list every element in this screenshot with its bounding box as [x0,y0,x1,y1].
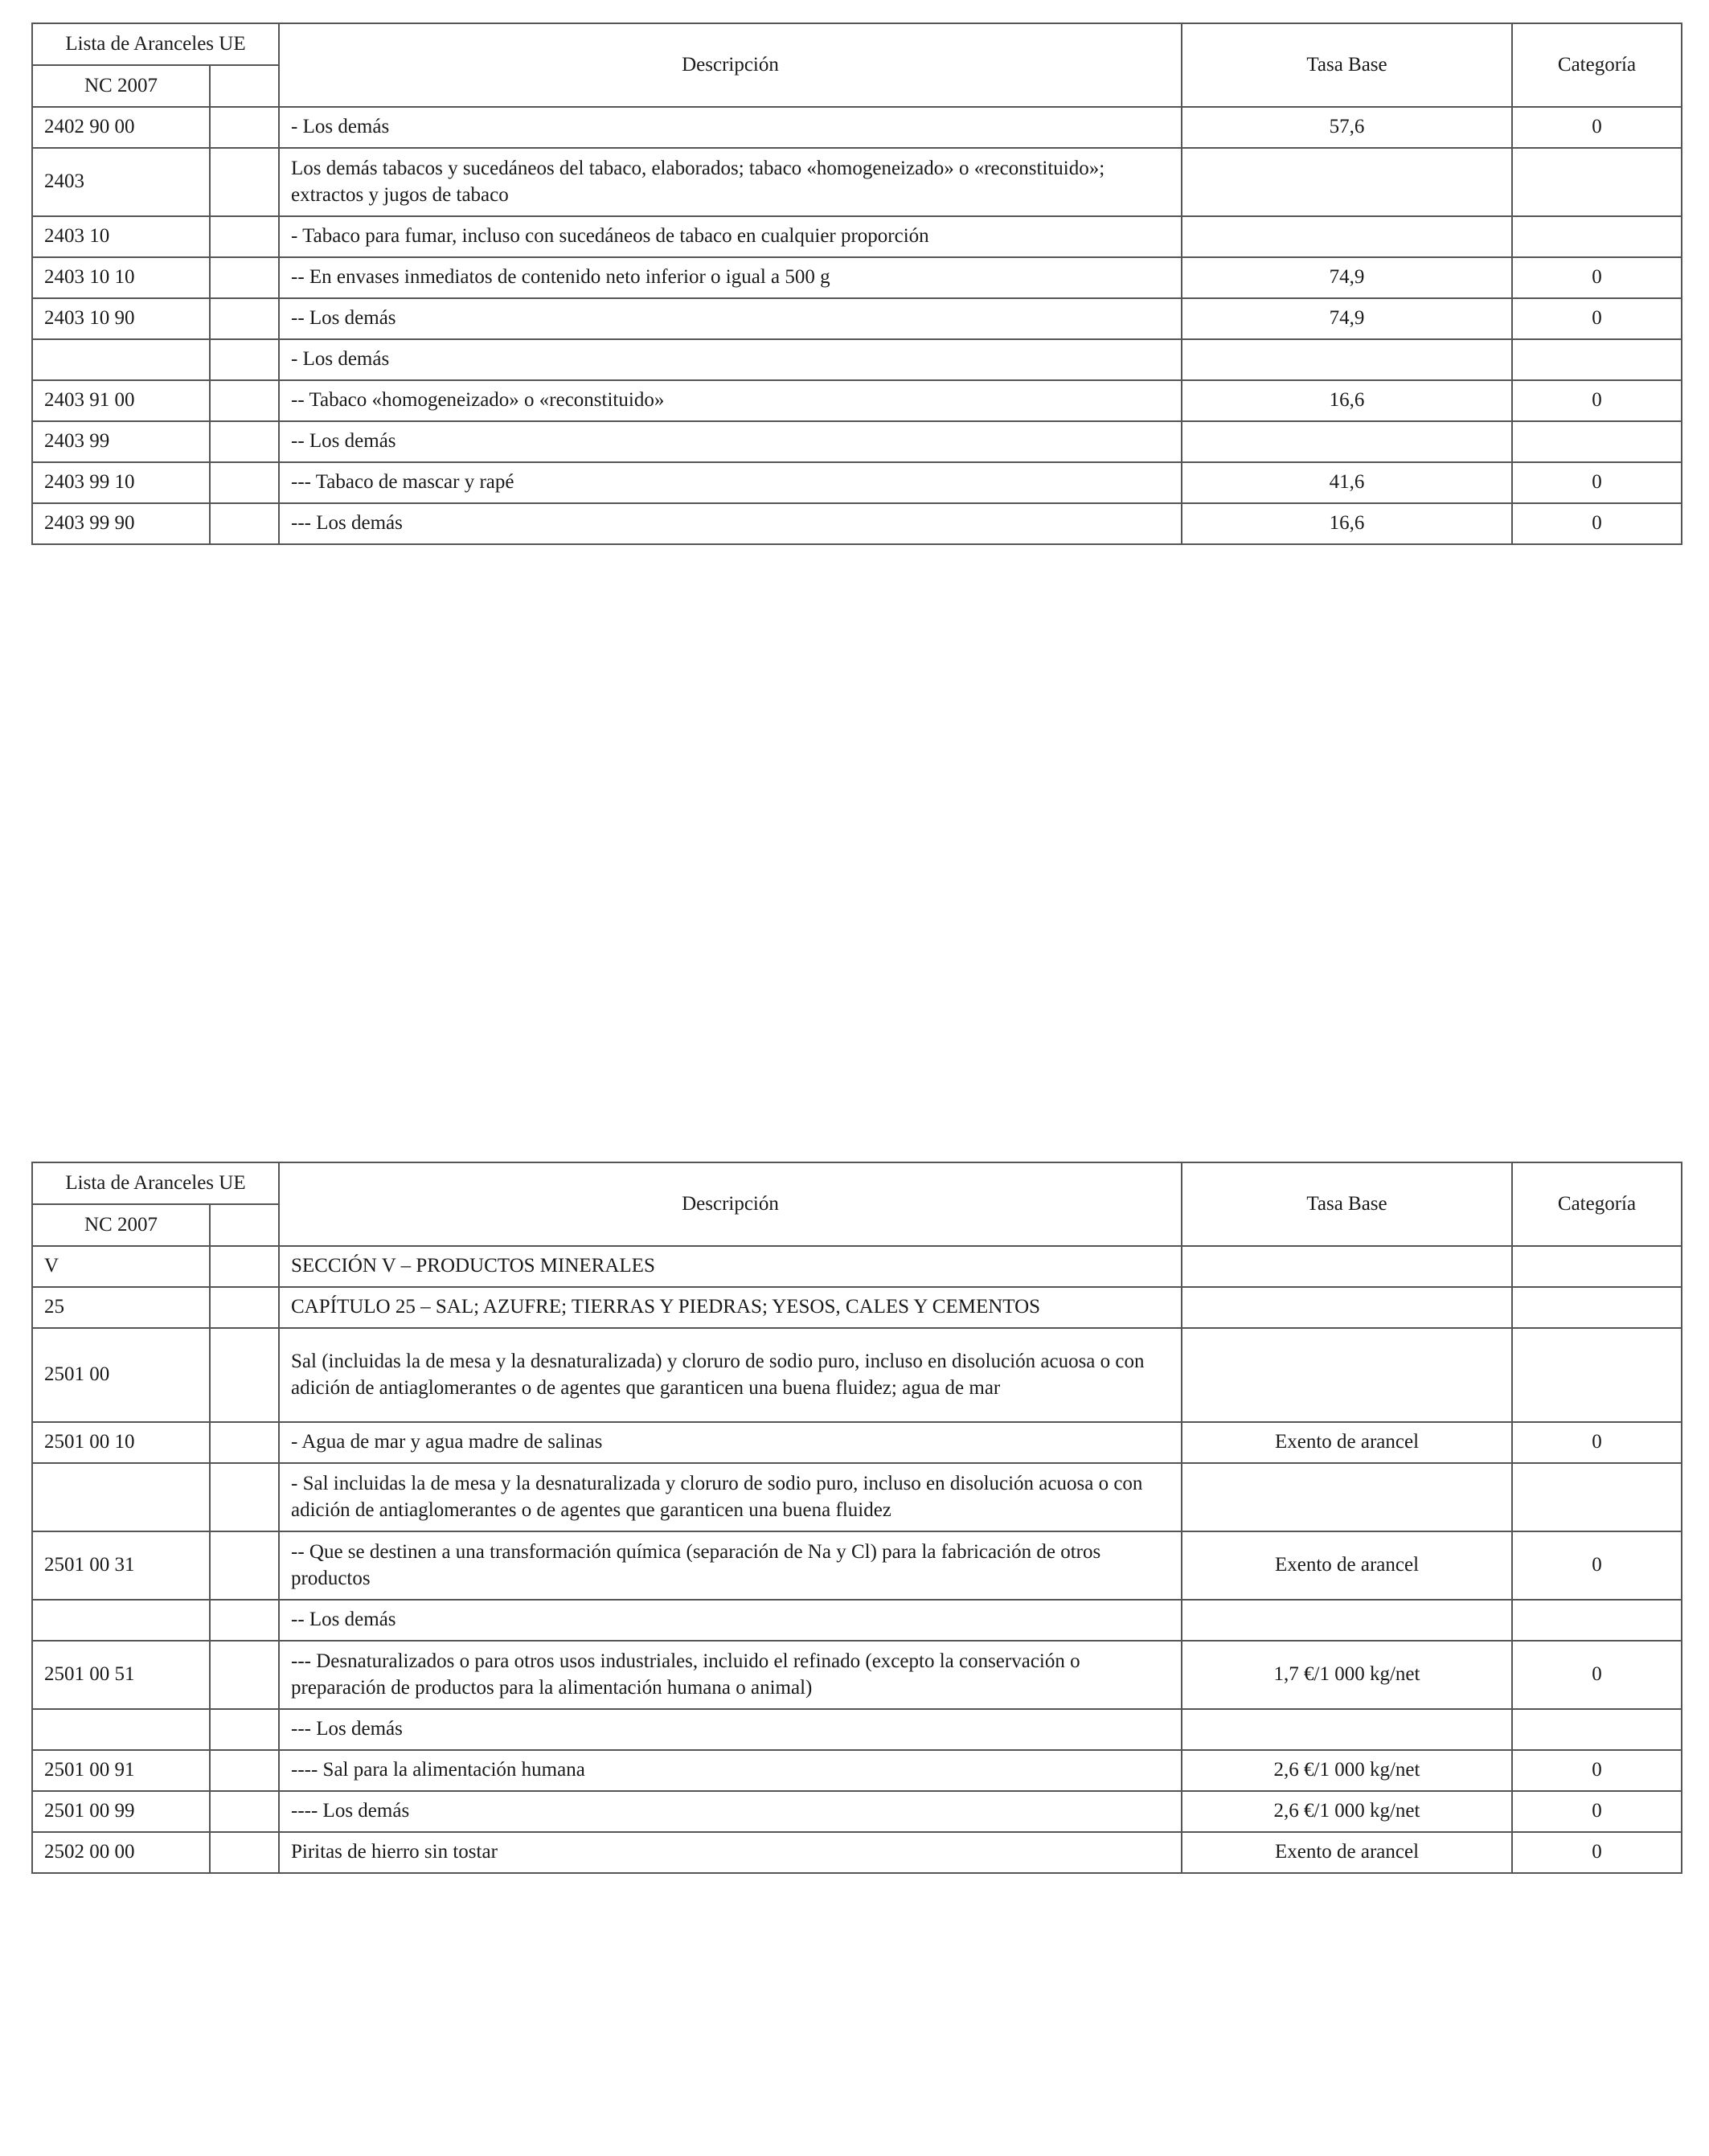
category-cell [1512,1709,1682,1750]
code-cell: 2502 00 00 [32,1832,210,1873]
header-blank-cell [210,1204,279,1246]
table-row [32,380,1682,421]
header-categoria: Categoría [1512,23,1682,107]
table-row [32,107,1682,148]
rate-cell [1182,1328,1512,1422]
rate-cell [1182,1709,1512,1750]
rate-cell: 1,7 €/1 000 kg/net [1182,1641,1512,1709]
header-descripcion: Descripción [279,1162,1182,1246]
blank-cell [210,1463,279,1531]
description-cell: Piritas de hierro sin tostar [279,1832,1182,1873]
category-cell [1512,339,1682,380]
description-cell: --- Desnaturalizados o para otros usos industriales, incluido el refinado (excepto la conservación o preparación de productos para la alimentación humana o animal) [279,1641,1182,1709]
category-cell [1512,148,1682,216]
category-cell [1512,421,1682,462]
table-row [32,1422,1682,1463]
description-cell: - Los demás [279,339,1182,380]
table-row [32,1641,1682,1709]
blank-cell [210,462,279,503]
rate-cell: Exento de arancel [1182,1832,1512,1873]
rate-cell [1182,216,1512,257]
table-row [32,462,1682,503]
category-cell: 0 [1512,107,1682,148]
code-cell: 25 [32,1287,210,1328]
blank-cell [210,298,279,339]
blank-cell [210,421,279,462]
code-cell: 2501 00 [32,1328,210,1422]
rate-cell: 16,6 [1182,503,1512,544]
rate-cell: Exento de arancel [1182,1531,1512,1600]
table-row [32,1709,1682,1750]
rate-cell [1182,339,1512,380]
header-lista-aranceles: Lista de Aranceles UE [32,1162,279,1204]
header-row [32,23,1682,65]
category-cell: 0 [1512,257,1682,298]
blank-cell [210,1422,279,1463]
blank-cell [210,1832,279,1873]
code-cell: 2501 00 51 [32,1641,210,1709]
description-cell: -- Los demás [279,298,1182,339]
code-cell: 2403 10 [32,216,210,257]
code-cell: 2501 00 10 [32,1422,210,1463]
rate-cell [1182,1287,1512,1328]
blank-cell [210,380,279,421]
category-cell: 0 [1512,462,1682,503]
category-cell: 0 [1512,1641,1682,1709]
code-cell: 2403 91 00 [32,380,210,421]
table-row [32,1287,1682,1328]
description-cell: ---- Los demás [279,1791,1182,1832]
category-cell [1512,1600,1682,1641]
code-cell: 2501 00 31 [32,1531,210,1600]
table-row [32,1750,1682,1791]
description-cell: - Tabaco para fumar, incluso con sucedáneos de tabaco en cualquier proporción [279,216,1182,257]
header-descripcion: Descripción [279,23,1182,107]
code-cell [32,339,210,380]
table-row [32,1531,1682,1600]
table-row [32,1791,1682,1832]
header-nc-2007: NC 2007 [32,1204,210,1246]
blank-cell [210,1791,279,1832]
description-cell: --- Tabaco de mascar y rapé [279,462,1182,503]
category-cell: 0 [1512,1531,1682,1600]
description-cell: -- Los demás [279,421,1182,462]
header-lista-aranceles: Lista de Aranceles UE [32,23,279,65]
rate-cell: 57,6 [1182,107,1512,148]
category-cell [1512,1328,1682,1422]
code-cell: 2403 10 90 [32,298,210,339]
table-row [32,1463,1682,1531]
rate-cell [1182,1246,1512,1287]
blank-cell [210,1750,279,1791]
blank-cell [210,1287,279,1328]
description-cell: SECCIÓN V – PRODUCTOS MINERALES [279,1246,1182,1287]
rate-cell: 2,6 €/1 000 kg/net [1182,1791,1512,1832]
code-cell: 2403 99 10 [32,462,210,503]
table-row [32,421,1682,462]
code-cell [32,1463,210,1531]
blank-cell [210,1641,279,1709]
code-cell [32,1600,210,1641]
category-cell [1512,1246,1682,1287]
description-cell: - Los demás [279,107,1182,148]
rate-cell [1182,148,1512,216]
table-row [32,503,1682,544]
blank-cell [210,1246,279,1287]
header-row [32,1162,1682,1204]
category-cell: 0 [1512,380,1682,421]
table-row [32,216,1682,257]
table-row [32,298,1682,339]
category-cell [1512,216,1682,257]
rate-cell: 2,6 €/1 000 kg/net [1182,1750,1512,1791]
table-row [32,339,1682,380]
blank-cell [210,1531,279,1600]
description-cell: Sal (incluidas la de mesa y la desnaturalizada) y cloruro de sodio puro, incluso en disolución acuosa o con adición de antiaglomerantes o de agentes que garanticen una buena fluidez; agua de mar [279,1328,1182,1422]
category-cell: 0 [1512,298,1682,339]
description-cell: CAPÍTULO 25 – SAL; AZUFRE; TIERRAS Y PIEDRAS; YESOS, CALES Y CEMENTOS [279,1287,1182,1328]
blank-cell [210,1709,279,1750]
code-cell: 2501 00 99 [32,1791,210,1832]
description-cell: --- Los demás [279,1709,1182,1750]
description-cell: -- Tabaco «homogeneizado» o «reconstituido» [279,380,1182,421]
code-cell: 2501 00 91 [32,1750,210,1791]
blank-cell [210,257,279,298]
blank-cell [210,503,279,544]
category-cell [1512,1287,1682,1328]
category-cell: 0 [1512,1750,1682,1791]
rate-cell: 74,9 [1182,257,1512,298]
header-tasa-base: Tasa Base [1182,23,1512,107]
description-cell: Los demás tabacos y sucedáneos del tabaco, elaborados; tabaco «homogeneizado» o «reconstituido»; extractos y jugos de tabaco [279,148,1182,216]
code-cell: 2403 99 [32,421,210,462]
table-row [32,1600,1682,1641]
code-cell: 2402 90 00 [32,107,210,148]
rate-cell [1182,1463,1512,1531]
tariff-table-tobacco [31,23,1682,545]
code-cell: 2403 [32,148,210,216]
description-cell: ---- Sal para la alimentación humana [279,1750,1182,1791]
rate-cell: 41,6 [1182,462,1512,503]
code-cell [32,1709,210,1750]
table-row [32,1832,1682,1873]
description-cell: -- Los demás [279,1600,1182,1641]
header-nc-2007: NC 2007 [32,65,210,107]
table-row [32,1328,1682,1422]
blank-cell [210,148,279,216]
blank-cell [210,339,279,380]
code-cell: V [32,1246,210,1287]
table-row [32,257,1682,298]
description-cell: -- En envases inmediatos de contenido neto inferior o igual a 500 g [279,257,1182,298]
description-cell: -- Que se destinen a una transformación química (separación de Na y Cl) para la fabricación de otros productos [279,1531,1182,1600]
code-cell: 2403 10 10 [32,257,210,298]
category-cell: 0 [1512,1791,1682,1832]
description-cell: - Sal incluidas la de mesa y la desnaturalizada y cloruro de sodio puro, incluso en disolución acuosa o con adición de antiaglomerantes o de agentes que garanticen una buena fluidez [279,1463,1182,1531]
rate-cell: Exento de arancel [1182,1422,1512,1463]
rate-cell [1182,421,1512,462]
blank-cell [210,216,279,257]
table-row [32,1246,1682,1287]
tariff-table-minerals [31,1162,1682,1874]
category-cell: 0 [1512,1832,1682,1873]
description-cell: --- Los demás [279,503,1182,544]
rate-cell [1182,1600,1512,1641]
blank-cell [210,1328,279,1422]
code-cell: 2403 99 90 [32,503,210,544]
description-cell: - Agua de mar y agua madre de salinas [279,1422,1182,1463]
header-categoria: Categoría [1512,1162,1682,1246]
rate-cell: 74,9 [1182,298,1512,339]
rate-cell: 16,6 [1182,380,1512,421]
category-cell: 0 [1512,1422,1682,1463]
category-cell [1512,1463,1682,1531]
header-blank-cell [210,65,279,107]
table-row [32,148,1682,216]
blank-cell [210,1600,279,1641]
header-tasa-base: Tasa Base [1182,1162,1512,1246]
blank-cell [210,107,279,148]
category-cell: 0 [1512,503,1682,544]
